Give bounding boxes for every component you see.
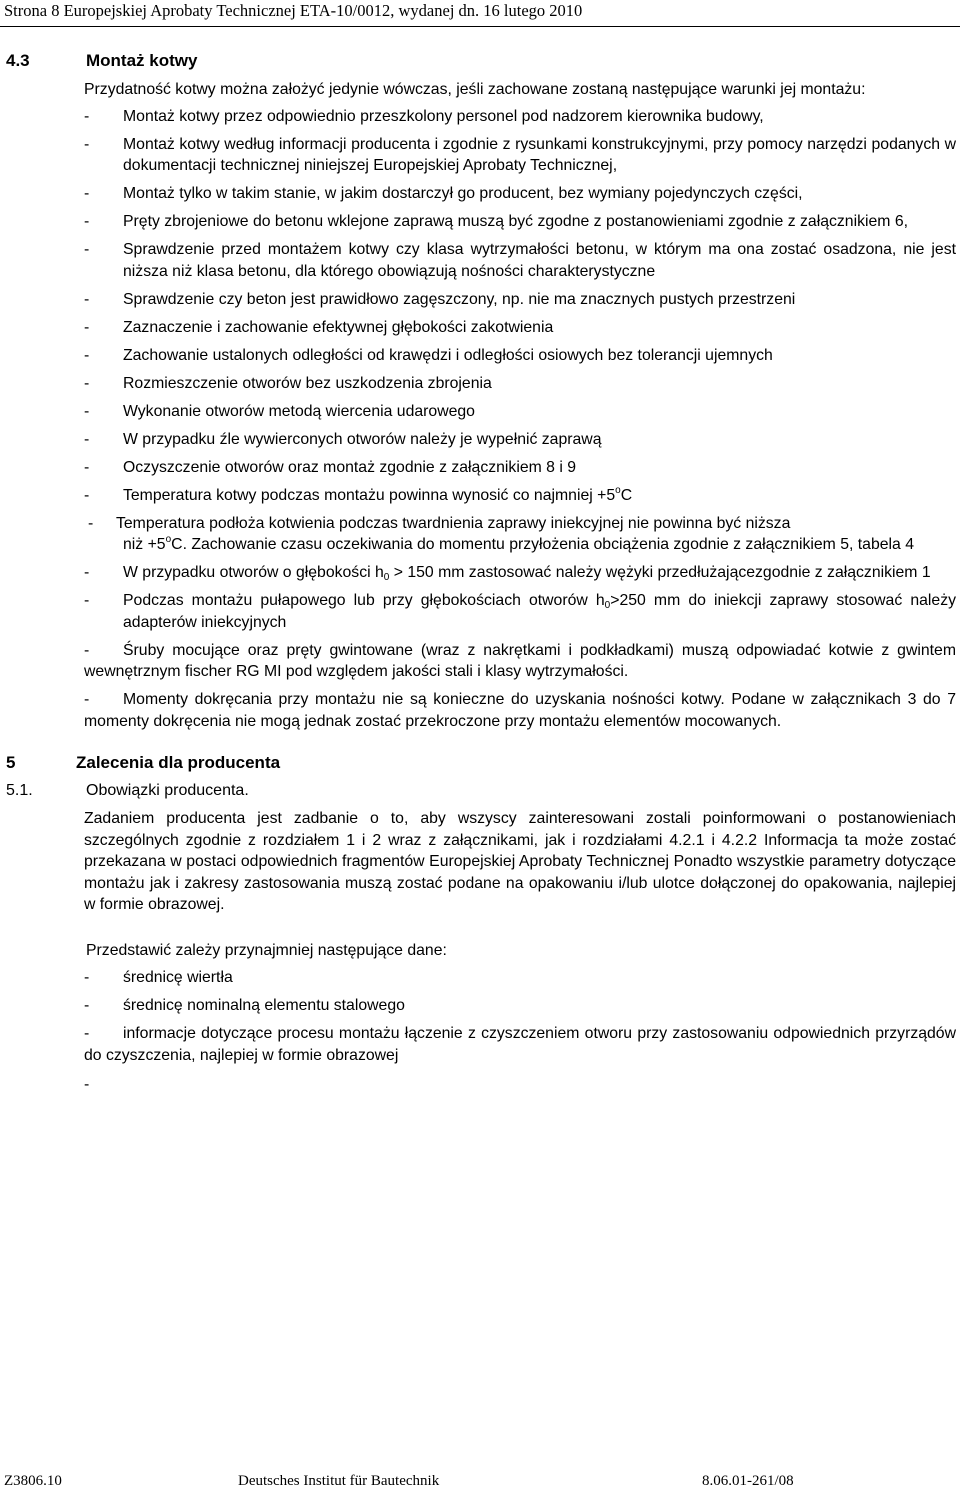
dash-bullet: - xyxy=(84,641,90,659)
list-item-text: Zaznaczenie i zachowanie efektywnej głębokości zakotwienia xyxy=(123,318,554,336)
footer-institute: Deutsches Institut für Bautechnik xyxy=(238,1473,440,1489)
dash-bullet: - xyxy=(84,290,90,308)
dash-bullet: - xyxy=(84,107,90,125)
list-item xyxy=(0,289,960,311)
list-item-temperature-anchor xyxy=(0,485,960,507)
list-item-text: Pręty zbrojeniowe do betonu wklejone zaprawą muszą być zgodne z postanowieniami zgodnie z załącznikiem 6, xyxy=(123,213,909,230)
list-item xyxy=(0,373,960,395)
list-item xyxy=(0,401,960,423)
list-item-depth-250 xyxy=(0,590,960,633)
list-item-text: Wykonanie otworów metodą wiercenia udarowego xyxy=(123,402,475,420)
dash-bullet: - xyxy=(84,241,90,258)
list-item-text: Momenty dokręcania przy montażu nie są konieczne do uzyskania nośności kotwy. Podane w załącznikach 3 do 7 momenty dokręcenia nie mogą jednak zostać przekroczone przy montażu elementów mocowanych. xyxy=(84,691,956,730)
section-heading-5 xyxy=(0,752,960,774)
list-item-text: Montaż tylko w takim stanie, w jakim dostarczył go producent, bez wymiany pojedynczych części, xyxy=(123,185,803,202)
conditions-list xyxy=(0,106,960,733)
list-item-continuation xyxy=(116,534,956,556)
dash-bullet: - xyxy=(84,486,90,504)
section-title: Montaż kotwy xyxy=(86,51,198,70)
list-item-text: Montaż kotwy przez odpowiednio przeszkolony personel pod nadzorem kierownika budowy, xyxy=(123,107,764,125)
required-data-list xyxy=(0,967,960,1066)
list-item xyxy=(0,967,960,989)
list-item-text: C xyxy=(620,486,633,504)
trailing-dash: - xyxy=(84,1076,90,1093)
list-item xyxy=(84,1023,960,1066)
section-number: 5 xyxy=(6,753,16,772)
dash-bullet: - xyxy=(84,135,90,153)
dash-bullet: - xyxy=(84,691,90,708)
dash-bullet: - xyxy=(84,213,90,230)
list-item xyxy=(0,457,960,479)
list-item-text: >250 mm do iniekcji zaprawy stosować należy adapterów iniekcyjnych xyxy=(123,592,956,631)
list-item-text: Montaż kotwy według informacji producenta i zgodnie z rysunkami konstrukcyjnymi, przy pomocy narzędzi podanych w dokumentacji technicznej niniejszej Europejskiej Aprobaty Technicznej, xyxy=(123,135,956,174)
list-item-screws xyxy=(84,640,960,683)
footer-reference: 8.06.01-261/08 xyxy=(702,1473,794,1489)
subscript: 0 xyxy=(604,600,611,611)
dash-bullet: - xyxy=(84,402,90,420)
list-item xyxy=(0,995,960,1017)
list-item xyxy=(0,106,960,128)
document-body xyxy=(0,50,960,1096)
footer-document-code: Z3806.10 xyxy=(4,1473,62,1489)
section-intro: Przydatność kotwy można założyć jedynie wówczas, jeśli zachowane zostaną następujące warunki jej montażu: xyxy=(84,81,866,98)
subscript: 0 xyxy=(383,572,390,583)
section-heading-4-3 xyxy=(0,50,960,72)
section-title: Zalecenia dla producenta xyxy=(76,753,281,772)
list-item xyxy=(0,239,960,282)
page-footer xyxy=(0,1470,960,1492)
dash-bullet: - xyxy=(88,514,94,532)
list-item-depth-150 xyxy=(0,562,960,584)
section-number: 4.3 xyxy=(6,51,30,70)
list-item-text: niż +5 xyxy=(123,536,166,553)
subsection-heading-5-1 xyxy=(0,780,960,802)
list-item-text: Temperatura podłoża kotwienia podczas twardnienia zaprawy iniekcyjnej nie powinna być niższa xyxy=(116,514,791,532)
dash-bullet: - xyxy=(84,592,90,609)
page-header: Strona 8 Europejskiej Aprobaty Technicznej ETA-10/0012, wydanej dn. 16 lutego 2010 xyxy=(4,1,583,20)
dash-bullet: - xyxy=(84,997,90,1014)
list-item-text: Rozmieszczenie otworów bez uszkodzenia zbrojenia xyxy=(123,374,492,392)
subsection-title: Obowiązki producenta. xyxy=(86,782,249,799)
dash-bullet: - xyxy=(84,458,90,476)
list-item xyxy=(0,183,960,205)
list-item-text: W przypadku źle wywierconych otworów należy je wypełnić zaprawą xyxy=(123,430,602,448)
dash-bullet: - xyxy=(84,374,90,392)
list-item-text: informacje dotyczące procesu montażu łączenie z czyszczeniem otworu przy zastosowaniu odpowiednich przyrządów do czyszczenia, najlepiej w formie obrazowej xyxy=(84,1025,956,1064)
header-rule xyxy=(0,26,960,27)
list-item-text: Oczyszczenie otworów oraz montaż zgodnie z załącznikiem 8 i 9 xyxy=(123,458,577,476)
dash-bullet: - xyxy=(84,185,90,202)
list-item xyxy=(0,317,960,339)
list-item-text: średnicę nominalną elementu stalowego xyxy=(123,997,405,1014)
dash-bullet: - xyxy=(84,346,90,364)
dash-bullet: - xyxy=(84,430,90,448)
list-item-text: Podczas montażu pułapowego lub przy głębokościach otworów h xyxy=(123,592,605,609)
dash-bullet: - xyxy=(84,564,90,581)
degree-superscript: o xyxy=(165,534,172,545)
list-item-text: W przypadku otworów o głębokości h xyxy=(123,564,384,581)
degree-superscript: o xyxy=(615,484,621,496)
list-item-text: średnicę wiertła xyxy=(123,969,233,986)
required-data-intro: Przedstawić zależy przynajmniej następujące dane: xyxy=(86,941,447,959)
list-item-torque xyxy=(84,689,960,732)
dash-bullet: - xyxy=(84,1025,90,1042)
list-item-temperature-substrate xyxy=(0,513,960,556)
list-item xyxy=(0,134,960,177)
list-item-text: Temperatura kotwy podczas montażu powinna wynosić co najmniej +5 xyxy=(123,486,616,504)
subsection-number: 5.1. xyxy=(6,782,33,799)
list-item-text: C. Zachowanie czasu oczekiwania do momentu przyłożenia obciążenia zgodnie z załącznikiem 5, tabela 4 xyxy=(171,536,915,553)
list-item xyxy=(0,211,960,233)
list-item xyxy=(0,429,960,451)
dash-bullet: - xyxy=(84,969,90,986)
list-item xyxy=(0,345,960,367)
list-item-text: Śruby mocujące oraz pręty gwintowane (wraz z nakrętkami i podkładkami) muszą odpowiadać kotwie z gwintem wewnętrznym fischer RG MI pod względem jakości stali i klasy wytrzymałości. xyxy=(84,641,956,680)
list-item-text: Zachowanie ustalonych odległości od krawędzi i odległości osiowych bez tolerancji ujemnych xyxy=(123,346,773,364)
list-item-text: > 150 mm zastosować należy wężyki przedłużającezgodnie z załącznikiem 1 xyxy=(389,564,931,581)
list-item-text: Sprawdzenie przed montażem kotwy czy klasa wytrzymałości betonu, w którym ma ona zostać osadzona, nie jest niższa niż klasa betonu, dla którego obowiązują nośności charakterystyczne xyxy=(123,241,956,280)
list-item-text: Sprawdzenie czy beton jest prawidłowo zagęszczony, np. nie ma znacznych pustych przestrzeni xyxy=(123,290,796,308)
producer-obligations-paragraph: Zadaniem producenta jest zadbanie o to, aby wszyscy zainteresowani zostali poinformowani o postanowieniach szczególnych zgodnie z rozdziałem 1 i 2 wraz z załącznikami, jak i rozdziałami 4.2.1 i 4.2.2 Informacja ta może zostać przekazana w postaci odpowiednich fragmentów Europejskiej Aprobaty Technicznej Ponadto wszystkie parametry dotyczące montażu jak i zakresy zastosowania muszą zostać podane na opakowaniu i/lub ulotce dołączonej do opakowania, najlepiej w formie obrazowej. xyxy=(84,810,956,913)
dash-bullet: - xyxy=(84,318,90,336)
